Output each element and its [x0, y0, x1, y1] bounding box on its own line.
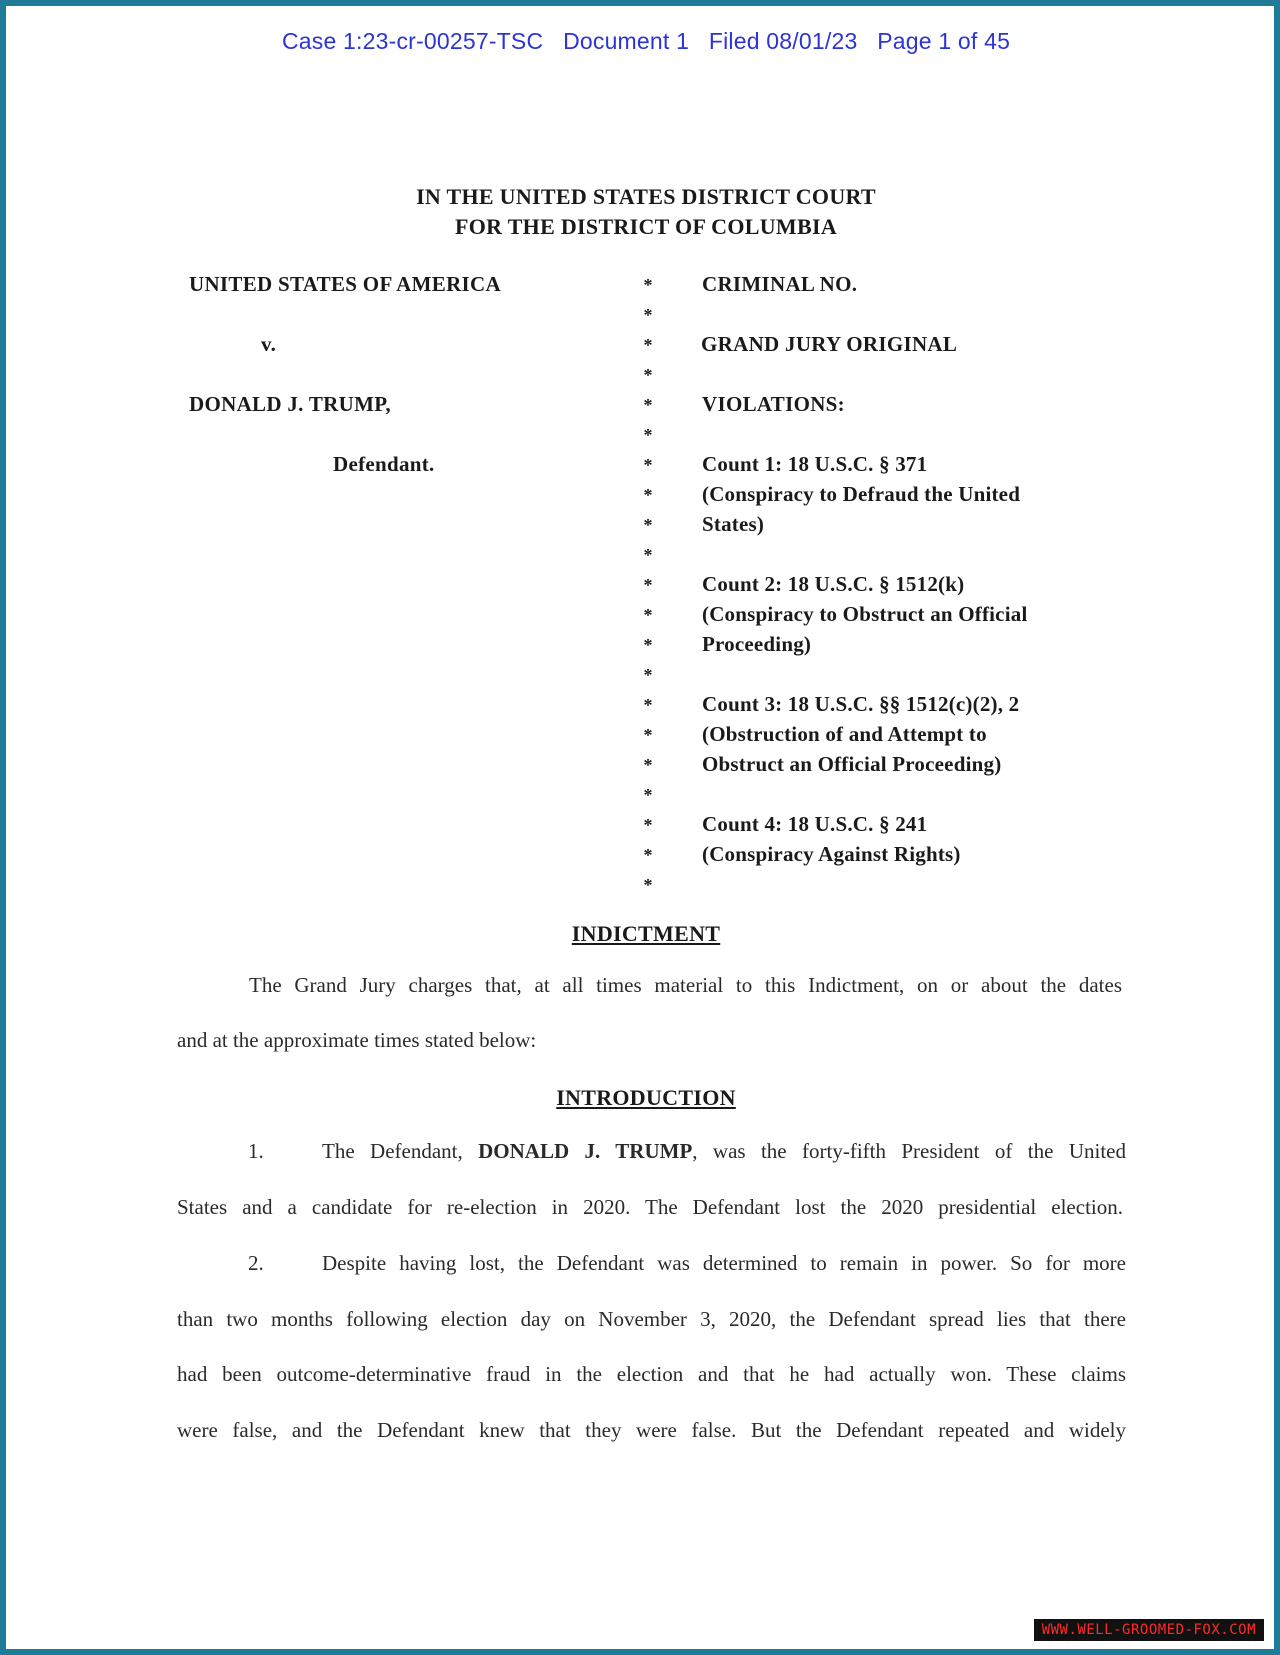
count-description: (Obstruction of and Attempt to	[702, 722, 987, 746]
count-description: (Conspiracy to Obstruct an Official	[702, 602, 1028, 626]
count-4	[702, 809, 1102, 869]
filing-header-stamp	[6, 28, 1280, 55]
defendant-name: DONALD J. TRUMP,	[189, 392, 391, 416]
count-2	[702, 569, 1102, 659]
star-divider-mark: *	[643, 575, 653, 595]
court-title	[6, 182, 1280, 242]
indictment-text-line-2: and at the approximate times stated below:	[177, 1028, 537, 1052]
star-divider-mark: *	[643, 605, 653, 625]
star-divider-mark: *	[643, 455, 653, 475]
star-divider-mark: *	[643, 815, 653, 835]
paragraph-number: 1.	[248, 1139, 264, 1163]
count-citation: Count 4: 18 U.S.C. § 241	[702, 812, 928, 836]
star-divider-mark: *	[643, 515, 653, 535]
star-divider-mark: *	[643, 875, 653, 895]
star-divider-mark: *	[643, 665, 653, 685]
versus-label: v.	[261, 332, 277, 356]
plaintiff-name: UNITED STATES OF AMERICA	[189, 272, 501, 296]
star-divider-mark: *	[643, 545, 653, 565]
count-citation: Count 2: 18 U.S.C. § 1512(k)	[702, 572, 965, 596]
count-citation: Count 3: 18 U.S.C. §§ 1512(c)(2), 2	[702, 692, 1020, 716]
grand-jury-label: GRAND JURY ORIGINAL	[701, 332, 958, 356]
count-description: (Conspiracy to Defraud the United	[702, 482, 1021, 506]
count-citation: Count 1: 18 U.S.C. § 371	[702, 452, 928, 476]
paragraph-2-line-3: had been outcome-determinative fraud in the election and that he had actually won. These claims	[177, 1362, 1126, 1386]
star-divider-mark: *	[643, 785, 653, 805]
count-description: States)	[702, 512, 765, 536]
indictment-heading: INDICTMENT	[571, 921, 721, 946]
watermark-label: WWW.WELL-GROOMED-FOX.COM	[1034, 1619, 1264, 1641]
indictment-text-line-1: The Grand Jury charges that, at all times material to this Indictment, on or about the dates	[249, 973, 1122, 997]
star-divider-mark: *	[643, 635, 653, 655]
court-title-line-1: IN THE UNITED STATES DISTRICT COURT	[416, 184, 876, 209]
count-description: Proceeding)	[702, 632, 812, 656]
court-title-line-2: FOR THE DISTRICT OF COLUMBIA	[454, 214, 838, 239]
defendant-name-inline: DONALD J. TRUMP	[478, 1139, 693, 1163]
case-number: Case 1:23-cr-00257-TSC	[281, 28, 544, 54]
star-divider-mark: *	[643, 395, 653, 415]
defendant-label: Defendant.	[333, 452, 435, 476]
star-divider-mark: *	[643, 365, 653, 385]
star-divider-mark: *	[643, 845, 653, 865]
star-divider-mark: *	[643, 335, 653, 355]
star-divider-mark: *	[643, 755, 653, 775]
paragraph-2-line-2: than two months following election day on November 3, 2020, the Defendant spread lies that there	[177, 1307, 1126, 1331]
criminal-number-label: CRIMINAL NO.	[702, 272, 858, 296]
violations-label: VIOLATIONS:	[702, 392, 845, 416]
count-1	[702, 449, 1102, 539]
star-divider-mark: *	[643, 425, 653, 445]
page-indicator: Page 1 of 45	[877, 28, 1011, 54]
paragraph-1-text: , was the forty-fifth President of the United	[692, 1139, 1126, 1163]
paragraph-1-text: The Defendant,	[322, 1139, 479, 1163]
paragraph-number: 2.	[248, 1251, 264, 1275]
paragraph-1-line-1	[322, 1139, 1126, 1167]
star-divider-mark: *	[643, 695, 653, 715]
star-divider-mark: *	[643, 305, 653, 325]
introduction-heading: INTRODUCTION	[556, 1085, 736, 1110]
paragraph-2-line-1: Despite having lost, the Defendant was determined to remain in power. So for more	[322, 1251, 1126, 1275]
paragraph-2-line-4: were false, and the Defendant knew that they were false. But the Defendant repeated and widely	[177, 1418, 1126, 1442]
star-divider-mark: *	[643, 485, 653, 505]
star-divider-mark: *	[643, 725, 653, 745]
count-description: Obstruct an Official Proceeding)	[702, 752, 1002, 776]
paragraph-1-line-2: States and a candidate for re-election in 2020. The Defendant lost the 2020 presidential election.	[177, 1195, 1123, 1219]
filed-date: Filed 08/01/23	[708, 28, 858, 54]
count-3	[702, 689, 1102, 779]
count-description: (Conspiracy Against Rights)	[702, 842, 961, 866]
document-number: Document 1	[563, 28, 690, 54]
star-divider-mark: *	[643, 275, 653, 295]
